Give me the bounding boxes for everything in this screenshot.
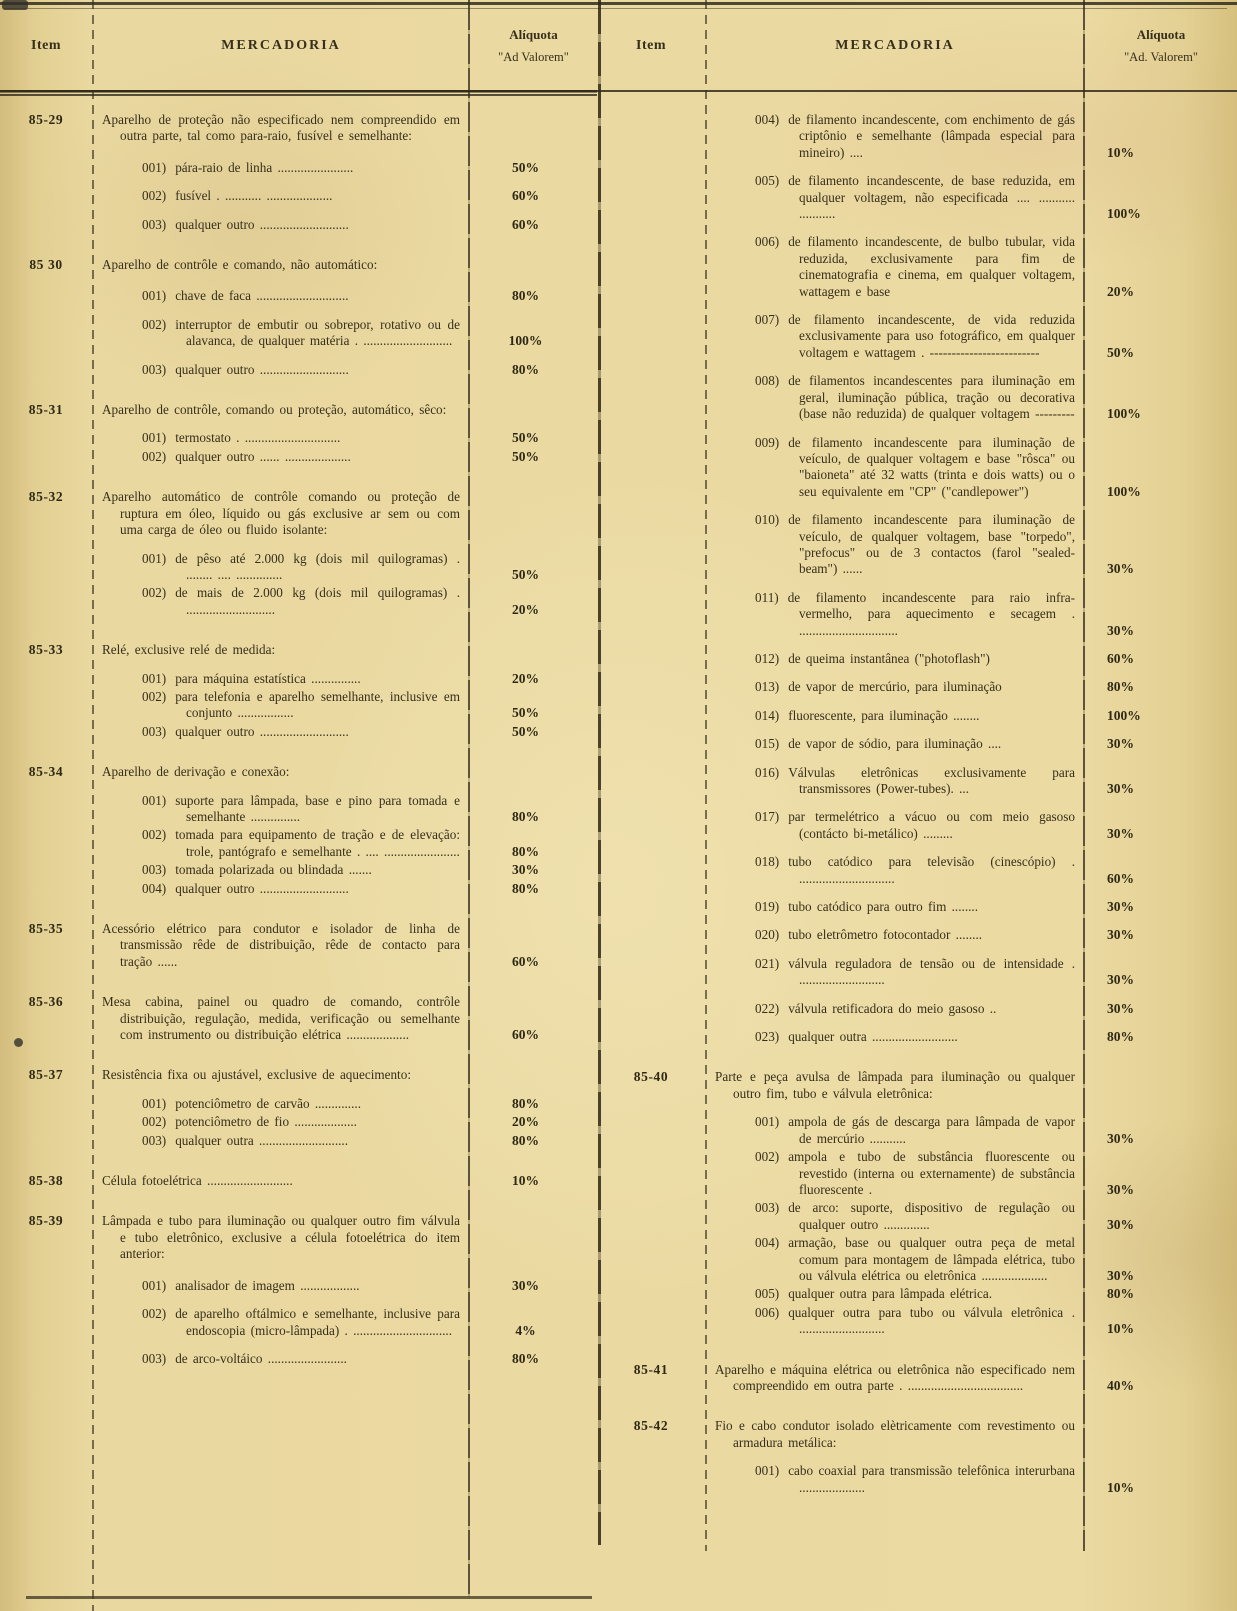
entry-heading-row <box>597 1069 1237 1102</box>
item-number: 85 30 <box>29 257 63 273</box>
subitem-rate: 4% <box>515 1322 536 1338</box>
subitem-text: 001) cabo coaxial para transmissão telefônica interurbana .................... <box>755 1463 1075 1495</box>
subitem-rate: 30% <box>1107 781 1134 796</box>
subitem-rate: 10% <box>1107 144 1134 160</box>
entry-rate: 40% <box>1107 1377 1134 1393</box>
subitem-text: 022) válvula retificadora do meio gasoso .. <box>755 1000 997 1016</box>
item-number: 85-32 <box>28 489 64 505</box>
header-aliquota-label <box>470 24 597 68</box>
subitem-rate: 30% <box>512 862 539 878</box>
header-aliquota-line1: Alíquota <box>1136 27 1186 42</box>
subitem-code: 003) <box>142 723 167 739</box>
header-item-label: Item <box>31 38 61 53</box>
subitem-text: 001) ampola de gás de descarga para lâmpada de vapor de mercúrio ........... <box>755 1114 1075 1146</box>
tariff-subitem <box>597 1001 1237 1017</box>
subitem-rate: 50% <box>512 430 539 446</box>
entry-heading-row <box>0 1173 597 1189</box>
subitem-text: 008) de filamentos incandescentes para iluminação em geral, iluminação pública, tração ou decorativa (base não reduzida) de qualquer voltagem --------- <box>755 373 1075 422</box>
tariff-subitem <box>0 551 597 584</box>
subitem-rate: 80% <box>512 1132 539 1148</box>
entry-heading: Aparelho e máquina elétrica ou eletrônica não especificado nem compreendido em outra parte . ................................... <box>715 1361 1075 1393</box>
subitem-code: 002) <box>142 316 167 332</box>
subitem-rate: 100% <box>1107 406 1141 422</box>
subitem-text: 002) de aparelho oftálmico e semelhante, inclusive para endoscopia (micro-lâmpada) . .............................. <box>142 1306 460 1338</box>
subitem-text: 002) ampola e tubo de substância fluorescente ou revestido (interna ou externamente) de substância fluorescente . <box>755 1149 1075 1197</box>
subitem-code: 001) <box>142 550 167 566</box>
subitem-rate: 30% <box>1107 561 1134 577</box>
subitem-text: 010) de filamento incandescente para iluminação de veículo, de qualquer voltagem, base "torpedo", "prefocus" ou de 3 contactos (farol "sealed-beam") ...... <box>755 512 1075 577</box>
subitem-rate: 30% <box>1107 1181 1134 1197</box>
tariff-subitem <box>0 1306 597 1339</box>
subitem-text: 002) tomada para equipamento de tração e de elevação: trole, pantógrafo e semelhante . .... ....................... <box>142 827 460 859</box>
tariff-subitem <box>597 1029 1237 1045</box>
subitem-rate: 10% <box>1107 1479 1134 1495</box>
subitem-code: 007) <box>755 312 780 328</box>
tariff-subitem <box>597 435 1237 501</box>
tariff-subitem <box>597 1463 1237 1496</box>
header-aliquota-line2: "Ad. Valorem" <box>1124 50 1198 64</box>
entry-heading: Lâmpada e tubo para iluminação ou qualquer outro fim válvula e tubo eletrônico, exclusive a célula fotoelétrica do item anterior: <box>102 1213 460 1262</box>
subitem-rate: 30% <box>1107 1216 1134 1232</box>
subitem-text: 014) fluorescente, para iluminação ........ <box>755 707 980 723</box>
tariff-subitem <box>0 430 597 446</box>
entry-heading: Aparelho automático de contrôle comando ou proteção de ruptura em óleo, líquido ou gás exclusive ar sem ou com uma carga de óleo ou fluido isolante: <box>102 489 460 538</box>
subitem-rate: 20% <box>512 670 539 686</box>
entry-rate: 10% <box>512 1173 539 1189</box>
subitem-text: 002) potenciômetro de fio ................... <box>142 1114 357 1130</box>
subitem-code: 017) <box>755 809 780 825</box>
tariff-subitem <box>597 854 1237 887</box>
tariff-subitem <box>0 1096 597 1112</box>
subitem-text: 002) fusível . ........... .................... <box>142 188 333 204</box>
tariff-subitem <box>597 1235 1237 1284</box>
subitem-rate: 50% <box>512 159 539 175</box>
subitem-rate: 50% <box>1107 344 1134 360</box>
tariff-subitem <box>597 1149 1237 1198</box>
tariff-entry <box>0 921 597 970</box>
header-aliquota-label <box>1085 24 1237 68</box>
subitem-text: 003) qualquer outro ........................... <box>142 216 349 232</box>
subitem-text: 003) qualquer outro ........................... <box>142 361 349 377</box>
item-number: 85-39 <box>28 1213 64 1229</box>
subitem-text: 005) de filamento incandescente, de base reduzida, em qualquer voltagem, não especificada .... ........... ........... <box>755 173 1075 222</box>
tariff-entry <box>0 764 597 897</box>
entry-heading-row <box>0 921 597 970</box>
subitem-rate: 30% <box>1107 899 1134 915</box>
subitem-rate: 60% <box>1107 870 1134 886</box>
entry-heading-row <box>0 1067 597 1083</box>
item-number: 85-42 <box>633 1418 669 1434</box>
tariff-subitem <box>0 862 597 878</box>
subitem-rate: 80% <box>512 1095 539 1111</box>
subitem-code: 013) <box>755 679 780 695</box>
tariff-entry <box>597 1362 1237 1395</box>
subitem-rate: 30% <box>1107 1267 1134 1283</box>
table-header-right <box>597 0 1237 92</box>
subitem-code: 002) <box>142 827 167 843</box>
subitem-rate: 50% <box>512 566 539 582</box>
subitem-rate: 30% <box>1107 736 1134 752</box>
subitem-text: 021) válvula reguladora de tensão ou de intensidade . .......................... <box>755 955 1075 988</box>
header-aliquota-line1: Alíquota <box>509 27 558 42</box>
tariff-subitem <box>0 1351 597 1367</box>
subitem-text: 001) suporte para lâmpada, base e pino para tomada e semelhante ............... <box>142 792 460 824</box>
item-number: 85-31 <box>28 402 64 418</box>
subitem-text: 002) para telefonia e aparelho semelhante, inclusive em conjunto ................. <box>142 688 460 721</box>
tariff-subitem <box>597 1286 1237 1302</box>
subitem-rate: 60% <box>512 188 539 204</box>
tariff-subitem <box>0 449 597 465</box>
tariff-subitem <box>0 1133 597 1149</box>
subitem-rate: 80% <box>1107 679 1134 695</box>
subitem-rate: 30% <box>1107 972 1134 988</box>
tariff-subitem <box>597 312 1237 361</box>
subitem-rate: 80% <box>512 880 539 896</box>
subitem-code: 006) <box>755 1304 780 1320</box>
entry-heading-row <box>0 257 597 273</box>
subitem-text: 003) qualquer outro ........................... <box>142 723 349 739</box>
subitem-text: 001) termostato . ............................. <box>142 430 341 446</box>
tariff-subitem <box>597 736 1237 752</box>
subitem-text: 001) de pêso até 2.000 kg (dois mil quilogramas) . ........ .... .............. <box>142 550 460 582</box>
subitem-code: 003) <box>142 1350 167 1366</box>
item-number: 85-40 <box>633 1069 669 1085</box>
tariff-subitem <box>597 173 1237 222</box>
entry-heading: Aparelho de contrôle, comando ou proteção, automático, sêco: <box>102 402 447 418</box>
tariff-table-left <box>0 0 597 1611</box>
subitem-code: 006) <box>755 234 780 250</box>
subitem-rate: 30% <box>1107 1130 1134 1146</box>
tariff-subitem <box>597 809 1237 842</box>
subitem-text: 003) de arco: suporte, dispositivo de regulação ou qualquer outro .............. <box>755 1200 1075 1232</box>
subitem-code: 020) <box>755 927 780 943</box>
subitem-text: 020) tubo eletrômetro fotocontador ........ <box>755 927 983 943</box>
entry-heading-row <box>597 1362 1237 1395</box>
subitem-text: 006) de filamento incandescente, de bulbo tubular, vida reduzida, exclusivamente para fim de cinematografia e cinema, em qualquer voltagem, wattagem e base <box>755 234 1075 299</box>
header-mercadoria-label: MERCADORIA <box>835 38 955 53</box>
header-bottom-rule-right <box>597 90 1237 96</box>
entry-heading-row <box>0 402 597 418</box>
tariff-subitem <box>0 217 597 233</box>
subitem-rate: 80% <box>512 843 539 859</box>
entry-heading: Relé, exclusive relé de medida: <box>102 642 276 658</box>
entry-rate: 60% <box>512 953 539 969</box>
tariff-subitem <box>597 927 1237 943</box>
subitem-code: 021) <box>755 955 780 971</box>
subitem-code: 001) <box>142 430 167 446</box>
tariff-entry <box>0 402 597 465</box>
subitem-rate: 80% <box>1107 1029 1134 1045</box>
subitem-code: 004) <box>755 112 780 127</box>
subitem-code: 004) <box>755 1235 780 1251</box>
tariff-entry <box>0 112 597 233</box>
subitem-code: 001) <box>755 1463 780 1479</box>
header-item-label: Item <box>636 38 666 53</box>
header-mercadoria-label: MERCADORIA <box>221 38 341 53</box>
subitem-code: 010) <box>755 512 780 528</box>
table-bottom-rule <box>26 1596 592 1599</box>
subitem-text: 007) de filamento incandescente, de vida reduzida exclusivamente para uso fotográfico, em qualquer voltagem e wattagem . ------------------------- <box>755 312 1075 360</box>
entry-heading-row <box>0 1213 597 1262</box>
subitem-rate: 30% <box>1107 927 1134 943</box>
tariff-subitem <box>0 317 597 350</box>
subitem-text: 001) chave de faca ............................ <box>142 288 349 304</box>
subitem-text: 016) Válvulas eletrônicas exclusivamente para transmissores (Power-tubes). ... <box>755 764 1075 796</box>
subitem-code: 011) <box>755 589 779 605</box>
subitem-text: 012) de queima instantânea ("photoflash") <box>755 650 990 666</box>
subitem-code: 002) <box>142 688 167 704</box>
tariff-entry <box>0 1213 597 1367</box>
subitem-rate: 30% <box>1107 1000 1134 1016</box>
subitem-rate: 50% <box>512 705 539 721</box>
entry-heading: Aparelho de proteção não especificado nem compreendido em outra parte, tal como para-raio, fusível e semelhante: <box>102 112 460 144</box>
tariff-subitem <box>0 689 597 722</box>
tariff-entry <box>0 642 597 740</box>
subitem-code: 001) <box>142 1095 167 1111</box>
subitem-rate: 100% <box>1107 707 1141 723</box>
entry-heading-row <box>597 1418 1237 1451</box>
subitem-code: 002) <box>142 448 167 464</box>
subitem-text: 019) tubo catódico para outro fim ........ <box>755 899 979 915</box>
entry-heading: Acessório elétrico para condutor e isolador de linha de transmissão rêde de distribuição, rêde de contacto para tração ...... <box>102 921 460 969</box>
item-number: 85-34 <box>28 764 64 780</box>
subitem-code: 015) <box>755 736 780 752</box>
subitem-text: 009) de filamento incandescente para iluminação de veículo, de qualquer voltagem e base "rôsca" ou "baioneta" até 32 watts (trinta e dois watts) ou o seu equivalente em "CP" ("candlepower") <box>755 434 1075 499</box>
entry-heading: Resistência fixa ou ajustável, exclusive de aquecimento: <box>102 1067 411 1083</box>
subitem-code: 008) <box>755 373 780 389</box>
tariff-table-right <box>597 0 1237 1611</box>
subitem-code: 001) <box>142 288 167 304</box>
item-number: 85-38 <box>28 1173 64 1189</box>
entry-heading-row <box>0 764 597 780</box>
subitem-code: 003) <box>142 1132 167 1148</box>
header-aliquota-line2: "Ad Valorem" <box>498 50 569 64</box>
subitem-text: 002) qualquer outro ...... .................... <box>142 448 351 464</box>
subitem-text: 004) de filamento incandescente, com enchimento de gás criptônio e semelhante (lâmpada especial para mineiro) .... <box>755 112 1075 160</box>
tariff-subitem <box>0 585 597 618</box>
tariff-subitem <box>597 679 1237 695</box>
subitem-text: 001) potenciômetro de carvão .............. <box>142 1095 361 1111</box>
tariff-subitem <box>0 188 597 204</box>
tariff-subitem <box>0 1114 597 1130</box>
subitem-text: 004) qualquer outro ........................... <box>142 880 349 896</box>
subitem-text: 002) de mais de 2.000 kg (dois mil quilogramas) . ........................... <box>142 585 460 617</box>
tariff-entry <box>0 994 597 1043</box>
tariff-entry <box>0 1067 597 1149</box>
tariff-entry <box>0 257 597 378</box>
item-number: 85-36 <box>28 994 64 1010</box>
entry-heading-row <box>0 994 597 1043</box>
subitem-code: 002) <box>142 1306 167 1322</box>
tariff-subitem <box>597 512 1237 578</box>
table-header-left <box>0 0 597 92</box>
header-bottom-rule-left <box>0 90 597 96</box>
subitem-rate: 100% <box>508 333 543 349</box>
tariff-subitem <box>0 1278 597 1294</box>
subitem-code: 002) <box>755 1149 780 1165</box>
tariff-subitem <box>597 373 1237 422</box>
tariff-subitem <box>0 362 597 378</box>
subitem-rate: 80% <box>1107 1286 1134 1302</box>
tariff-subitem <box>597 112 1237 161</box>
tariff-subitem <box>0 671 597 687</box>
tariff-subitem <box>0 881 597 897</box>
tariff-entry <box>597 112 1237 1045</box>
subitem-rate: 20% <box>1107 283 1134 299</box>
subitem-text: 002) interruptor de embutir ou sobrepor, rotativo ou de alavanca, de qualquer matéria . ........................... <box>142 316 460 349</box>
subitem-code: 004) <box>142 880 167 896</box>
subitem-text: 001) para máquina estatística ............... <box>142 670 361 686</box>
tariff-subitem <box>0 724 597 740</box>
entry-heading: Fio e cabo condutor isolado elètricamente com revestimento ou armadura metálica: <box>715 1418 1075 1450</box>
subitem-code: 022) <box>755 1000 780 1016</box>
tariff-entry <box>0 1173 597 1189</box>
tariff-subitem <box>597 651 1237 667</box>
entry-rate: 60% <box>512 1027 539 1043</box>
subitem-text: 018) tubo catódico para televisão (cinescópio) . ............................. <box>755 854 1075 886</box>
subitem-rate: 100% <box>1107 483 1141 499</box>
entry-heading-row <box>0 489 597 538</box>
subitem-rate: 60% <box>512 216 539 232</box>
item-number: 85-37 <box>28 1067 64 1083</box>
subitem-text: 001) analisador de imagem .................. <box>142 1277 360 1293</box>
entry-heading: Parte e peça avulsa de lâmpada para iluminação ou qualquer outro fim, tubo e válvula eletrônica: <box>715 1069 1075 1101</box>
tariff-subitem <box>597 1305 1237 1338</box>
subitem-text: 001) pára-raio de linha ....................... <box>142 159 354 175</box>
entry-heading-row <box>0 112 597 145</box>
subitem-code: 001) <box>142 792 167 808</box>
entry-heading: Aparelho de derivação e conexão: <box>102 764 290 780</box>
subitem-rate: 10% <box>1107 1321 1134 1337</box>
subitem-rate: 80% <box>512 1350 539 1366</box>
tariff-subitem <box>0 160 597 176</box>
subitem-text: 004) armação, base ou qualquer outra peça de metal comum para montagem de lâmpada elétrica, tubo ou válvula elétrica ou eletrônica .................... <box>755 1235 1075 1283</box>
tariff-subitem <box>597 899 1237 915</box>
subitem-text: 003) de arco-voltáico ........................ <box>142 1350 347 1366</box>
tariff-subitem <box>0 827 597 860</box>
tariff-subitem <box>597 1114 1237 1147</box>
tariff-subitem <box>597 590 1237 639</box>
subitem-rate: 80% <box>512 361 539 377</box>
subitem-text: 017) par termelétrico a vácuo ou com meio gasoso (contácto bi-metálico) ......... <box>755 809 1075 841</box>
subitem-text: 003) qualquer outra ........................... <box>142 1132 349 1148</box>
subitem-code: 018) <box>755 854 780 870</box>
entry-heading: Célula fotoelétrica .......................... <box>102 1173 293 1189</box>
subitem-code: 016) <box>755 764 780 780</box>
subitem-rate: 20% <box>512 1114 539 1130</box>
subitem-rate: 50% <box>512 723 539 739</box>
tariff-subitem <box>597 1200 1237 1233</box>
tariff-subitem <box>597 956 1237 989</box>
subitem-code: 001) <box>755 1114 780 1130</box>
subitem-text: 005) qualquer outra para lâmpada elétrica. <box>755 1286 993 1302</box>
tariff-subitem <box>597 234 1237 300</box>
entry-heading-row <box>0 642 597 658</box>
subitem-rate: 100% <box>1107 206 1141 222</box>
ink-smudge <box>14 1038 23 1047</box>
tariff-subitem <box>597 708 1237 724</box>
item-number: 85-35 <box>28 921 64 936</box>
item-number: 85-29 <box>28 112 64 127</box>
subitem-rate: 60% <box>1107 650 1134 666</box>
tariff-subitem <box>0 288 597 304</box>
table-body-left <box>0 112 597 1391</box>
subitem-code: 002) <box>142 585 167 601</box>
subitem-code: 003) <box>755 1200 780 1216</box>
subitem-rate: 30% <box>1107 825 1134 841</box>
tariff-subitem <box>0 793 597 826</box>
subitem-text: 013) de vapor de mercúrio, para iluminação <box>755 679 1002 695</box>
subitem-code: 001) <box>142 159 167 175</box>
subitem-text: 023) qualquer outra .......................... <box>755 1029 958 1045</box>
subitem-code: 019) <box>755 899 780 915</box>
subitem-text: 011) de filamento incandescente para raio infra-vermelho, para aquecimento e secagem . .............................. <box>755 589 1075 638</box>
subitem-rate: 50% <box>512 448 539 464</box>
subitem-code: 005) <box>755 1286 780 1302</box>
tariff-entry <box>597 1069 1237 1337</box>
ink-smudge <box>2 0 28 10</box>
subitem-code: 009) <box>755 434 780 450</box>
item-number: 85-33 <box>28 642 64 658</box>
subitem-text: 003) tomada polarizada ou blindada ....... <box>142 862 372 878</box>
subitem-code: 023) <box>755 1029 780 1045</box>
subitem-rate: 80% <box>512 808 539 824</box>
subitem-code: 003) <box>142 216 167 232</box>
subitem-code: 002) <box>142 188 167 204</box>
subitem-rate: 80% <box>512 288 539 304</box>
subitem-code: 005) <box>755 173 780 189</box>
tariff-entry <box>597 1418 1237 1496</box>
subitem-code: 002) <box>142 1114 167 1130</box>
subitem-code: 001) <box>142 670 167 686</box>
tariff-subitem <box>597 765 1237 798</box>
subitem-rate: 20% <box>512 601 539 617</box>
table-body-right <box>597 112 1237 1520</box>
subitem-code: 014) <box>755 707 780 723</box>
tariff-entry <box>0 489 597 618</box>
subitem-rate: 30% <box>512 1277 539 1293</box>
item-number: 85-41 <box>633 1361 669 1377</box>
entry-heading: Aparelho de contrôle e comando, não automático: <box>102 257 378 273</box>
subitem-code: 012) <box>755 650 780 666</box>
subitem-code: 003) <box>142 361 167 377</box>
subitem-code: 003) <box>142 862 167 878</box>
subitem-rate: 30% <box>1107 622 1134 638</box>
subitem-text: 015) de vapor de sódio, para iluminação .... <box>755 736 1002 752</box>
entry-heading: Mesa cabina, painel ou quadro de comando, contrôle distribuição, regulação, medida, verificação ou semelhante com instrumento ou distribuição elétrica ................... <box>102 994 460 1043</box>
subitem-text: 006) qualquer outra para tubo ou válvula eletrônica . .......................... <box>755 1304 1075 1337</box>
subitem-code: 001) <box>142 1277 167 1293</box>
